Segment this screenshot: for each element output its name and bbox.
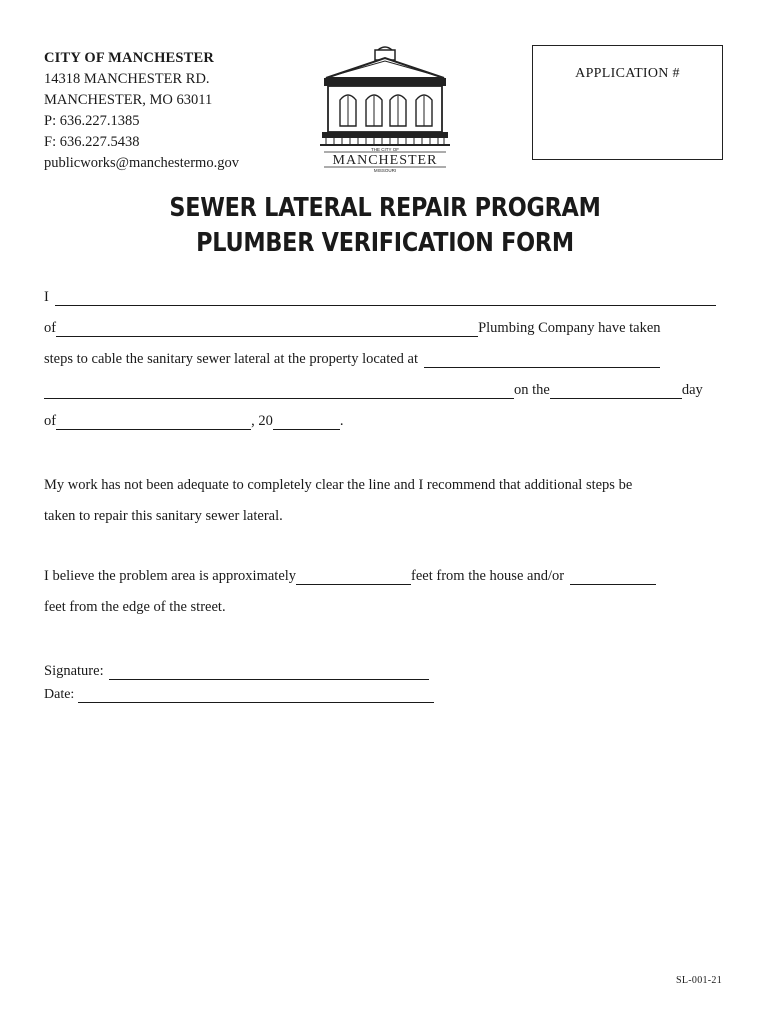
i-label: I: [44, 289, 49, 305]
company-suffix: Plumbing Company have taken: [478, 320, 661, 336]
plumber-name-field[interactable]: [55, 291, 716, 306]
org-name: CITY OF MANCHESTER: [44, 50, 215, 66]
problem-area-row-2: [44, 599, 226, 616]
date-sign-row: [44, 687, 434, 703]
date-label: Date:: [44, 687, 75, 702]
period: .: [339, 413, 344, 429]
steps-text: steps to cable the sanitary sewer lateral at the property located at: [44, 351, 419, 367]
month-field[interactable]: [56, 415, 251, 430]
para2-prefix: I believe the problem area is approximately: [44, 568, 297, 584]
comma-20: , 20: [251, 413, 273, 429]
address-line-1: 14318 MANCHESTER RD.: [44, 71, 210, 87]
signature-field[interactable]: [109, 665, 429, 680]
day-field[interactable]: [550, 384, 682, 399]
logo-sub: MISSOURI: [373, 168, 397, 173]
company-name-field[interactable]: [56, 322, 478, 337]
logo-top-text: THE CITY OF: [371, 147, 399, 152]
para2-mid: feet from the house and/or: [411, 568, 565, 584]
property-row: [44, 351, 660, 368]
date-row: [44, 382, 703, 399]
property-address-field[interactable]: [424, 353, 660, 368]
of-label-2: of: [44, 413, 57, 429]
feet-from-street-field[interactable]: [570, 570, 656, 585]
property-address-field-2[interactable]: [44, 384, 514, 399]
problem-area-row: [44, 568, 656, 585]
city-logo: [318, 44, 452, 174]
form-code: SL-001-21: [676, 975, 723, 986]
para1-line2: taken to repair this sanitary sewer lateral.: [44, 508, 283, 524]
application-number-label: APPLICATION #: [575, 66, 680, 81]
application-number-box[interactable]: [532, 45, 723, 160]
signature-label: Signature:: [44, 663, 104, 679]
on-the-label: on the: [514, 382, 550, 398]
day-label: day: [681, 382, 703, 398]
address-line-2: MANCHESTER, MO 63011: [44, 92, 213, 108]
para1-line1: My work has not been adequate to completely clear the line and I recommend that additional steps be: [44, 477, 633, 493]
of-label: of: [44, 320, 57, 336]
fax: F: 636.227.5438: [44, 134, 140, 150]
form-title-line-2: PLUMBER VERIFICATION FORM: [196, 228, 574, 258]
email: publicworks@manchestermo.gov: [44, 155, 239, 171]
signature-row: [44, 663, 429, 680]
header-address: [44, 48, 239, 174]
feet-from-house-field[interactable]: [296, 570, 411, 585]
recommendation-paragraph: [44, 470, 724, 532]
company-row: [44, 320, 661, 337]
month-year-row: [44, 413, 343, 430]
phone: P: 636.227.1385: [44, 113, 140, 129]
year-field[interactable]: [273, 415, 340, 430]
logo-name: MANCHESTER: [332, 153, 438, 168]
para2-line2: feet from the edge of the street.: [44, 599, 226, 615]
plumber-name-row: [44, 289, 716, 306]
form-title-line-1: SEWER LATERAL REPAIR PROGRAM: [169, 193, 601, 223]
date-field[interactable]: [78, 688, 434, 703]
